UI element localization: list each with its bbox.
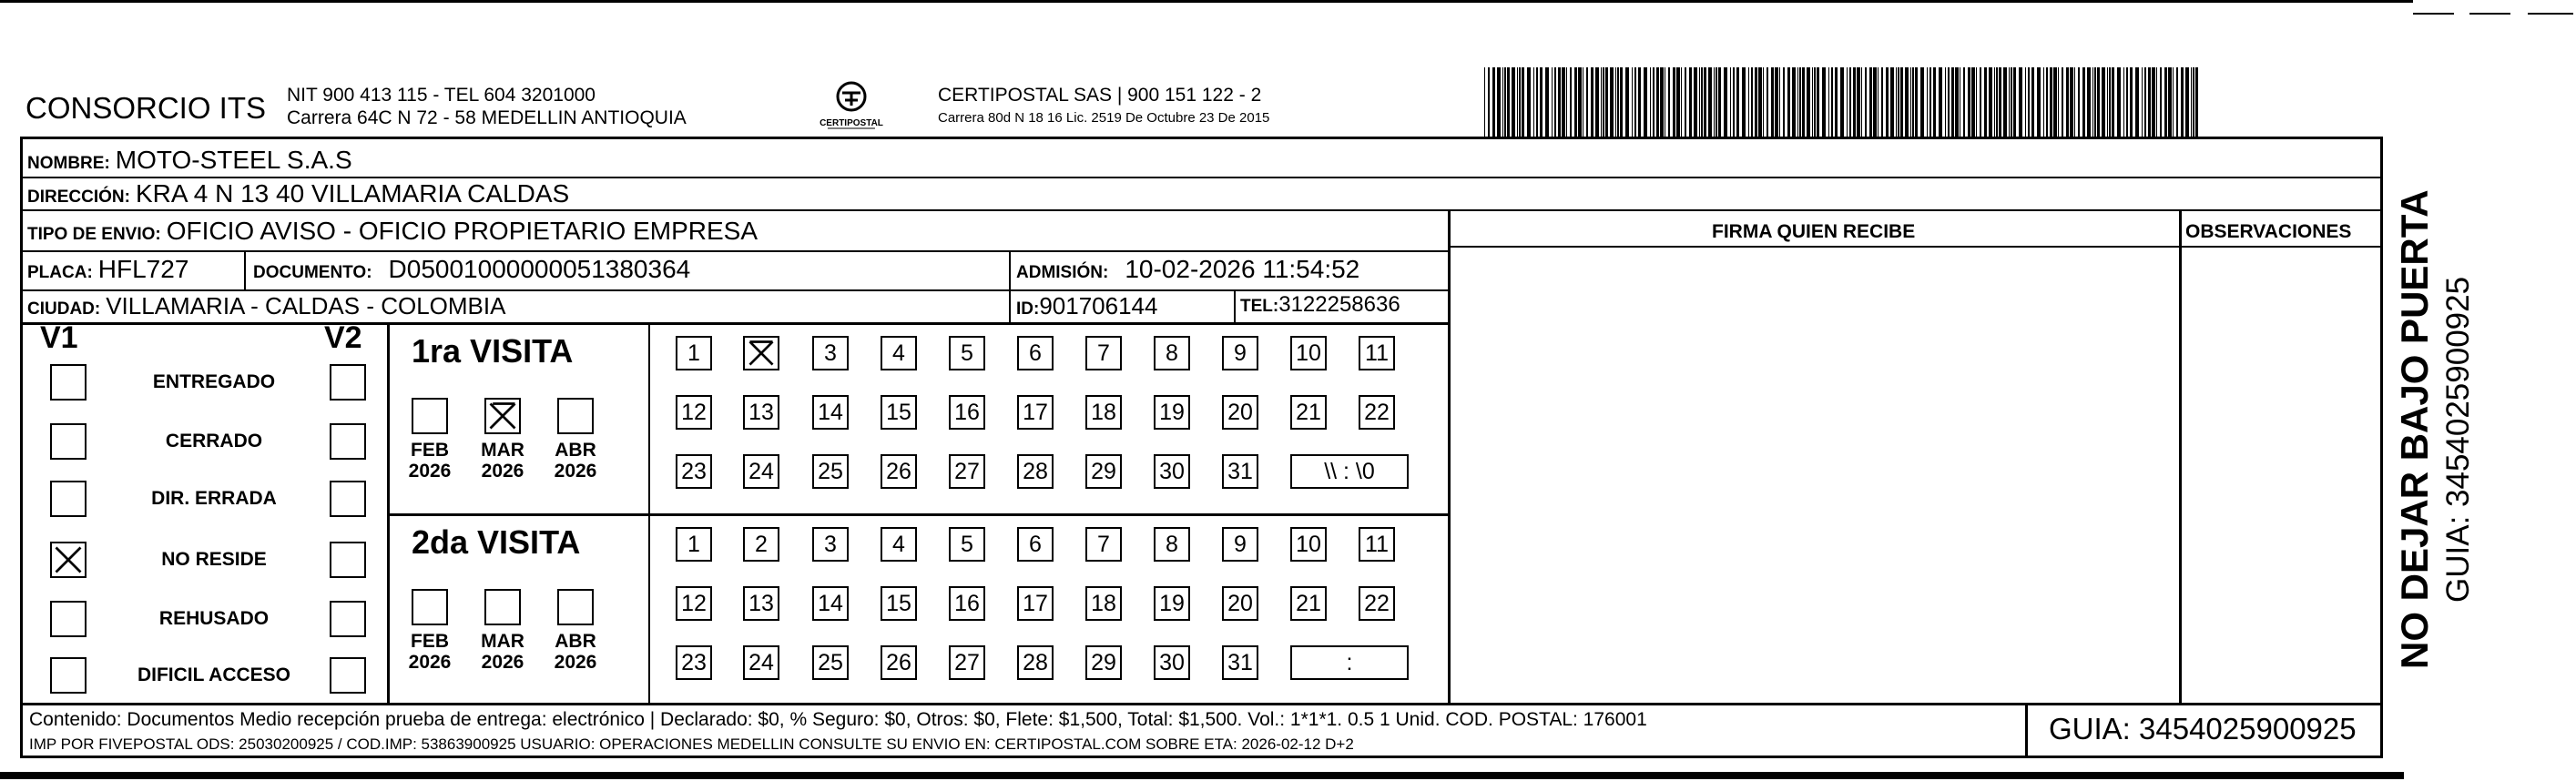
day-number: 3	[824, 340, 837, 366]
day-box[interactable]	[1017, 336, 1054, 370]
month-label	[548, 440, 603, 482]
day-number: 7	[1097, 340, 1110, 366]
day-number: 16	[954, 590, 980, 616]
company-address: Carrera 64C N 72 - 58 MEDELLIN ANTIOQUIA	[287, 107, 687, 128]
month-label	[475, 631, 530, 673]
month-name: FEB	[411, 631, 449, 652]
status-option-label: CERRADO	[165, 431, 263, 451]
day-number: 12	[681, 590, 707, 616]
day-box[interactable]	[743, 395, 779, 430]
col-sep	[1234, 289, 1236, 323]
day-box[interactable]	[812, 395, 849, 430]
day-box[interactable]	[1359, 395, 1395, 430]
day-box[interactable]	[1222, 645, 1258, 680]
month-name: ABR	[555, 440, 596, 461]
nombre-label: NOMBRE:	[27, 154, 110, 173]
day-number: 2	[755, 531, 768, 557]
day-number: 24	[748, 458, 774, 484]
day-box[interactable]	[1154, 586, 1190, 621]
day-box[interactable]	[1290, 336, 1327, 370]
day-number: 1	[687, 340, 700, 366]
time-value: :	[1346, 649, 1353, 675]
ciudad-row	[27, 292, 505, 320]
day-number: 14	[818, 399, 843, 425]
month-checkbox[interactable]	[412, 398, 448, 434]
day-box[interactable]	[743, 645, 779, 680]
status-option-label: DIFICIL ACCESO	[137, 664, 290, 685]
top-dash	[2469, 13, 2510, 15]
day-box[interactable]	[812, 586, 849, 621]
observaciones-label: OBSERVACIONES	[2185, 221, 2352, 242]
v1-checkbox[interactable]	[50, 364, 87, 401]
footer-guia: GUIA: 3454025900925	[2049, 712, 2357, 746]
day-box[interactable]	[1017, 454, 1054, 489]
month-checkbox[interactable]	[484, 589, 521, 625]
month-year: 2026	[408, 652, 452, 673]
company-info	[287, 84, 687, 129]
day-number: 22	[1364, 590, 1390, 616]
day-box[interactable]	[1222, 527, 1258, 562]
v2-checkbox[interactable]	[330, 423, 366, 460]
day-number: 15	[886, 590, 911, 616]
day-box[interactable]	[1085, 395, 1122, 430]
status-option-label: DIR. ERRADA	[151, 488, 277, 509]
month-checkbox[interactable]	[557, 589, 594, 625]
day-number: 23	[681, 458, 707, 484]
day-box[interactable]	[881, 645, 917, 680]
day-number: 8	[1166, 340, 1178, 366]
day-number: 18	[1091, 399, 1116, 425]
placa-label: PLACA:	[27, 263, 93, 282]
day-box[interactable]	[1017, 395, 1054, 430]
v2-label: V2	[324, 320, 362, 355]
day-box[interactable]	[1290, 395, 1327, 430]
frame-top	[20, 137, 2380, 139]
day-number: 28	[1023, 458, 1048, 484]
col-sep	[244, 250, 246, 291]
day-number: 20	[1227, 590, 1253, 616]
day-box[interactable]	[1222, 586, 1258, 621]
ciudad-label: CIUDAD:	[27, 299, 101, 319]
day-number: 27	[954, 458, 980, 484]
day-number: 26	[886, 458, 911, 484]
day-box[interactable]	[743, 527, 779, 562]
month-checkbox[interactable]	[484, 398, 521, 434]
v1-checkbox[interactable]	[50, 657, 87, 694]
day-number: 13	[748, 590, 774, 616]
day-box[interactable]	[949, 645, 985, 680]
row-sep	[20, 177, 2383, 178]
day-number: 30	[1159, 649, 1185, 675]
day-box[interactable]	[1154, 395, 1190, 430]
month-year: 2026	[554, 461, 597, 482]
day-box[interactable]	[949, 454, 985, 489]
day-number: 8	[1166, 531, 1178, 557]
placa-row	[27, 255, 188, 284]
day-number: 13	[748, 399, 774, 425]
day-number: 3	[824, 531, 837, 557]
firma-label: FIRMA QUIEN RECIBE	[1712, 221, 1916, 242]
visit-title: 2da VISITA	[412, 523, 581, 561]
day-box[interactable]	[881, 454, 917, 489]
day-number: 28	[1023, 649, 1048, 675]
day-box[interactable]	[812, 336, 849, 370]
row-sep	[20, 703, 2383, 705]
tel-value: 3122258636	[1278, 292, 1400, 317]
direccion-value: KRA 4 N 13 40 VILLAMARIA CALDAS	[135, 179, 570, 208]
day-box[interactable]	[676, 454, 712, 489]
day-box[interactable]	[743, 586, 779, 621]
day-box[interactable]	[1222, 395, 1258, 430]
direccion-row	[27, 179, 569, 208]
day-number: 14	[818, 590, 843, 616]
documento-row	[253, 255, 690, 284]
day-number: 25	[818, 649, 843, 675]
frame-bottom	[20, 756, 2383, 758]
day-number: 10	[1296, 531, 1321, 557]
admision-row	[1016, 255, 1359, 284]
day-number: 31	[1227, 458, 1253, 484]
tipo-label: TIPO DE ENVIO:	[27, 225, 161, 244]
day-number: 11	[1365, 340, 1389, 366]
day-number: 26	[886, 649, 911, 675]
day-box[interactable]	[949, 336, 985, 370]
footer-contenido: Contenido: Documentos Medio recepción prueba de entrega: electrónico | Declarado: $0, % Seguro: $0, Otros: $0, Flete: $1,500, Total: $1,500. Vol.: 1*1*1. 0.5 1 Unid. COD. POSTAL: 176001	[29, 709, 1647, 730]
month-year: 2026	[554, 652, 597, 673]
certipostal-address: Carrera 80d N 18 16 Lic. 2519 De Octubre 23 De 2015	[938, 110, 1270, 126]
day-number: 15	[886, 399, 911, 425]
day-box[interactable]	[1017, 527, 1054, 562]
day-number: 5	[961, 340, 973, 366]
frame-right	[2380, 137, 2383, 757]
col-sep	[1009, 250, 1011, 323]
nombre-value: MOTO-STEEL S.A.S	[115, 146, 352, 174]
day-number: 27	[954, 649, 980, 675]
day-number: 11	[1365, 531, 1389, 557]
day-number: 6	[1029, 340, 1042, 366]
day-box[interactable]	[812, 645, 849, 680]
logo-text: CERTIPOSTAL	[820, 118, 883, 128]
day-number: 29	[1091, 458, 1116, 484]
certipostal-logo	[815, 80, 888, 131]
month-name: MAR	[481, 440, 524, 461]
day-number: 10	[1296, 340, 1321, 366]
footer-sep	[2025, 703, 2028, 757]
month-label	[548, 631, 603, 673]
side-guia: GUIA: 3454025900925	[2440, 276, 2476, 603]
documento-value: D05001000000051380364	[388, 255, 691, 283]
col-sep-firma	[1448, 209, 1451, 705]
day-box[interactable]	[1222, 454, 1258, 489]
barcode	[1482, 67, 2202, 137]
day-number: 4	[892, 340, 905, 366]
day-number: 24	[748, 649, 774, 675]
month-label	[475, 440, 530, 482]
month-year: 2026	[408, 461, 452, 482]
day-number: 9	[1234, 340, 1247, 366]
v2-checkbox[interactable]	[330, 657, 366, 694]
day-box[interactable]	[1154, 645, 1190, 680]
status-option-label: NO RESIDE	[161, 549, 267, 570]
id-value: 901706144	[1039, 292, 1158, 320]
time-value: \\ : \0	[1324, 458, 1375, 484]
day-box[interactable]	[881, 395, 917, 430]
v1-checkbox[interactable]	[50, 423, 87, 460]
v2-checkbox[interactable]	[330, 542, 366, 578]
tel-row	[1240, 292, 1400, 318]
tipo-value: OFICIO AVISO - OFICIO PROPIETARIO EMPRESA	[166, 217, 759, 245]
day-number: 25	[818, 458, 843, 484]
day-box[interactable]	[1154, 454, 1190, 489]
day-number: 30	[1159, 458, 1185, 484]
admision-label: ADMISIÓN:	[1016, 263, 1109, 282]
status-option-label: ENTREGADO	[152, 371, 276, 392]
documento-label: DOCUMENTO:	[253, 263, 372, 282]
day-number: 16	[954, 399, 980, 425]
day-box[interactable]	[1085, 527, 1122, 562]
placa-value: HFL727	[97, 255, 189, 283]
day-box[interactable]	[881, 336, 917, 370]
day-box[interactable]	[1359, 527, 1395, 562]
day-box[interactable]	[949, 395, 985, 430]
day-box[interactable]	[812, 527, 849, 562]
day-number: 7	[1097, 531, 1110, 557]
day-box[interactable]	[676, 586, 712, 621]
top-dash	[2528, 13, 2573, 15]
day-number: 22	[1364, 399, 1390, 425]
day-box[interactable]	[1290, 586, 1327, 621]
day-number: 1	[687, 531, 700, 557]
top-border	[0, 0, 2413, 3]
v1-label: V1	[40, 320, 78, 355]
ciudad-value: VILLAMARIA - CALDAS - COLOMBIA	[106, 292, 506, 320]
day-number: 31	[1227, 649, 1253, 675]
firma-header-sep	[1448, 246, 2383, 248]
day-box[interactable]	[881, 527, 917, 562]
day-number: 17	[1023, 590, 1048, 616]
month-name: FEB	[411, 440, 449, 461]
day-box[interactable]	[1017, 586, 1054, 621]
visit-month-sep	[648, 322, 650, 705]
day-number: 21	[1296, 399, 1321, 425]
visit-sep	[387, 513, 1450, 516]
day-number: 18	[1091, 590, 1116, 616]
row-sep	[20, 250, 1450, 252]
frame-left	[20, 137, 23, 757]
day-number: 17	[1023, 399, 1048, 425]
day-box[interactable]	[1017, 645, 1054, 680]
row-sep	[20, 209, 2383, 211]
day-box[interactable]	[1359, 336, 1395, 370]
v1-checkbox[interactable]	[50, 481, 87, 517]
certipostal-info	[938, 84, 1269, 129]
bottom-edge	[0, 772, 2404, 779]
day-number: 4	[892, 531, 905, 557]
day-number: 9	[1234, 531, 1247, 557]
day-box[interactable]	[676, 336, 712, 370]
day-box[interactable]	[949, 586, 985, 621]
certipostal-nit: CERTIPOSTAL SAS | 900 151 122 - 2	[938, 85, 1262, 106]
day-box[interactable]	[1085, 645, 1122, 680]
id-row	[1016, 292, 1157, 320]
admision-value: 10-02-2026 11:54:52	[1125, 255, 1360, 283]
day-box[interactable]	[676, 395, 712, 430]
day-box[interactable]	[676, 645, 712, 680]
day-box[interactable]	[1154, 336, 1190, 370]
company-nit: NIT 900 413 115 - TEL 604 3201000	[287, 85, 596, 106]
day-box[interactable]	[812, 454, 849, 489]
day-number: 20	[1227, 399, 1253, 425]
side-warning: NO DEJAR BAJO PUERTA	[2393, 189, 2436, 669]
month-name: MAR	[481, 631, 524, 652]
month-label	[402, 440, 457, 482]
footer-imp: IMP POR FIVEPOSTAL ODS: 25030200925 / COD.IMP: 53863900925 USUARIO: OPERACIONES MEDELLIN CONSULTE SU ENVIO EN: CERTIPOSTAL.COM SOBRE ETA: 2026-02-12 D+2	[29, 735, 1354, 753]
time-box[interactable]	[1290, 645, 1409, 680]
day-number: 29	[1091, 649, 1116, 675]
day-number: 23	[681, 649, 707, 675]
tel-label: TEL:	[1240, 297, 1279, 316]
day-box[interactable]	[1290, 527, 1327, 562]
v1-checkbox[interactable]	[50, 542, 87, 578]
v2-checkbox[interactable]	[330, 601, 366, 637]
day-number: 12	[681, 399, 707, 425]
day-box[interactable]	[1222, 336, 1258, 370]
month-checkbox[interactable]	[557, 398, 594, 434]
time-box[interactable]	[1290, 454, 1409, 489]
day-box[interactable]	[1359, 586, 1395, 621]
company-name: CONSORCIO ITS	[25, 91, 267, 125]
month-year: 2026	[481, 652, 524, 673]
month-label	[402, 631, 457, 673]
id-label: ID:	[1016, 299, 1040, 319]
day-box[interactable]	[743, 454, 779, 489]
day-box[interactable]	[676, 527, 712, 562]
day-number: 19	[1159, 399, 1185, 425]
day-box[interactable]	[1154, 527, 1190, 562]
v1-checkbox[interactable]	[50, 601, 87, 637]
top-dash	[2413, 13, 2454, 15]
visit-title: 1ra VISITA	[412, 332, 574, 370]
v2-checkbox[interactable]	[330, 364, 366, 401]
direccion-label: DIRECCIÓN:	[27, 188, 130, 207]
day-box[interactable]	[743, 336, 779, 370]
month-name: ABR	[555, 631, 596, 652]
v2-checkbox[interactable]	[330, 481, 366, 517]
day-number: 21	[1296, 590, 1321, 616]
day-number: 6	[1029, 531, 1042, 557]
day-box[interactable]	[1085, 586, 1122, 621]
tipo-row	[27, 217, 758, 246]
month-checkbox[interactable]	[412, 589, 448, 625]
nombre-row	[27, 146, 352, 175]
day-box[interactable]	[1085, 454, 1122, 489]
day-box[interactable]	[1085, 336, 1122, 370]
day-number: 19	[1159, 590, 1185, 616]
month-year: 2026	[481, 461, 524, 482]
status-option-label: REHUSADO	[158, 608, 270, 629]
day-box[interactable]	[949, 527, 985, 562]
col-sep-obs	[2179, 209, 2182, 705]
day-box[interactable]	[881, 586, 917, 621]
day-number: 5	[961, 531, 973, 557]
